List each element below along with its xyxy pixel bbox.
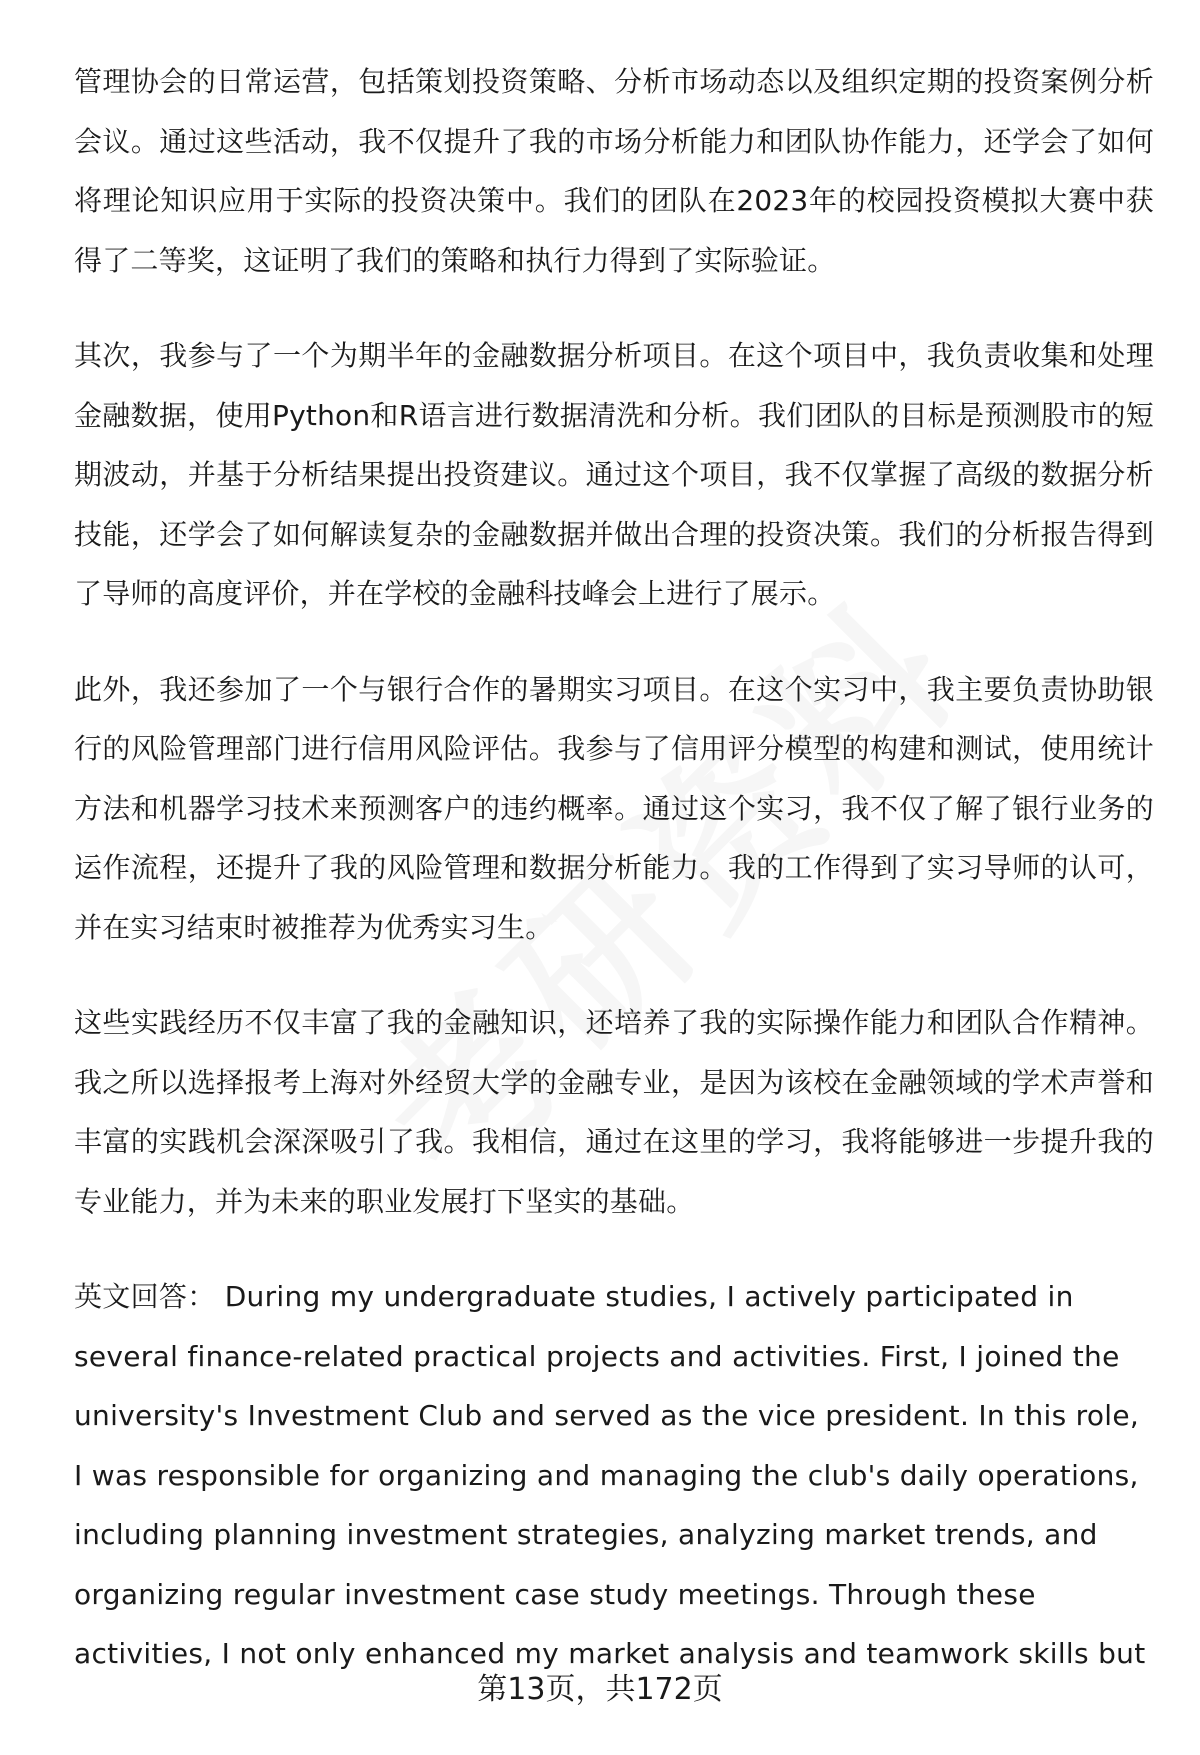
paragraph-data-project: 其次，我参与了一个为期半年的金融数据分析项目。在这个项目中，我负责收集和处理金融数据，使用Python和R语言进行数据清洗和分析。我们团队的目标是预测股市的短期波动，并基于分析结果提出投资建议。通过这个项目，我不仅掌握了高级的数据分析技能，还学会了如何解读复杂的金融数据并做出合理的投资决策。我们的分析报告得到了导师的高度评价，并在学校的金融科技峰会上进行了展示。 xyxy=(74,339,1154,610)
paragraph-club-activities: 管理协会的日常运营，包括策划投资策略、分析市场动态以及组织定期的投资案例分析会议。通过这些活动，我不仅提升了我的市场分析能力和团队协作能力，还学会了如何将理论知识应用于实际的投资决策中。我们的团队在2023年的校园投资模拟大赛中获得了二等奖，这证明了我们的策略和执行力得到了实际验证。 xyxy=(74,65,1154,277)
document-body xyxy=(74,52,1154,1720)
paragraph-english-answer: 英文回答： During my undergraduate studies, I actively participated in several finance-related practical projects and activities. First, I joined the university's Investment Club and served as the vice president. In this role, I was responsible for organizing and managing the club's daily operations, including planning investment strategies, analyzing market trends, and organizing regular investment case study meetings. Through these activities, I not only enhanced my market analysis and teamwork skills but xyxy=(74,1280,1146,1670)
paragraph-motivation: 这些实践经历不仅丰富了我的金融知识，还培养了我的实际操作能力和团队合作精神。我之所以选择报考上海对外经贸大学的金融专业，是因为该校在金融领域的学术声誉和丰富的实践机会深深吸引了我。我相信，通过在这里的学习，我将能够进一步提升我的专业能力，并为未来的职业发展打下坚实的基础。 xyxy=(74,1006,1154,1218)
page-number: 第13页，共172页 xyxy=(477,1672,723,1707)
paragraph-bank-internship: 此外，我还参加了一个与银行合作的暑期实习项目。在这个实习中，我主要负责协助银行的风险管理部门进行信用风险评估。我参与了信用评分模型的构建和测试，使用统计方法和机器学习技术来预测客户的违约概率。通过这个实习，我不仅了解了银行业务的运作流程，还提升了我的风险管理和数据分析能力。我的工作得到了实习导师的认可，并在实习结束时被推荐为优秀实习生。 xyxy=(74,672,1154,944)
